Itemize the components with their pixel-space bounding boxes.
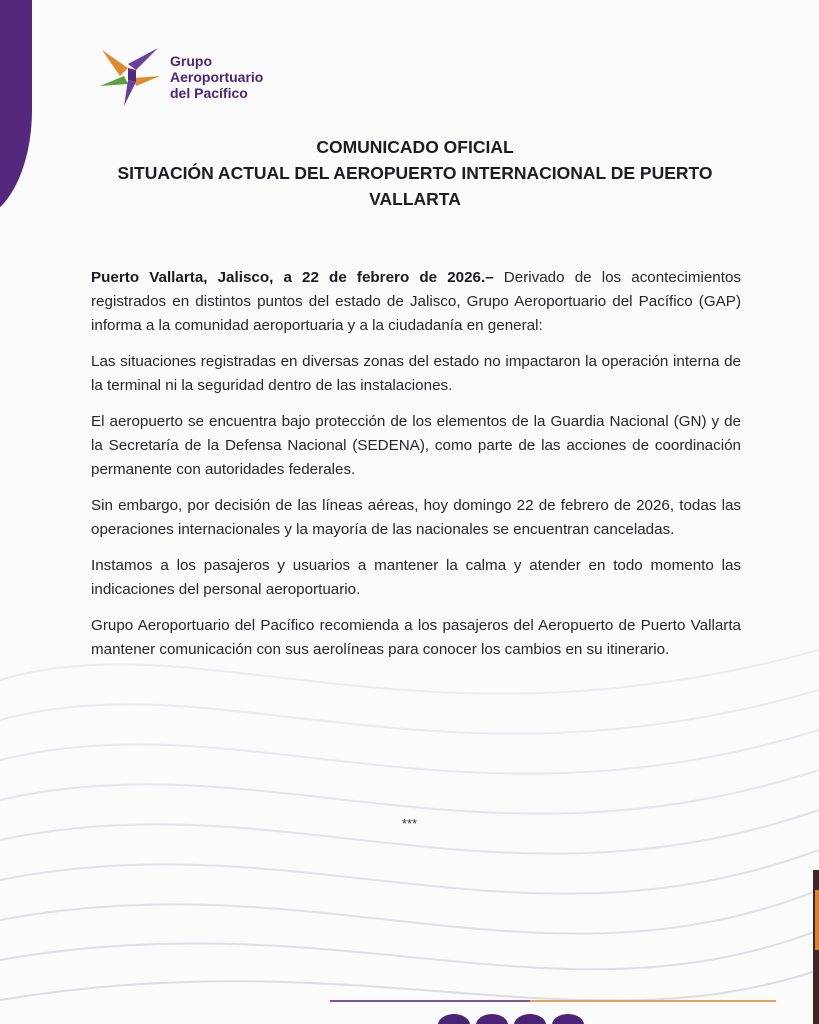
footer-divider-line	[330, 1000, 776, 1002]
document-subtitle-line-2: VALLARTA	[369, 189, 461, 209]
document-title: COMUNICADO OFICIAL	[316, 137, 514, 157]
footer-divider-purple	[330, 1000, 530, 1002]
closing-separator: ***	[401, 816, 418, 831]
footer-decoration-dots	[438, 1014, 584, 1024]
logo-line-2: Aeroportuario	[170, 69, 264, 85]
document-title-block	[70, 134, 760, 212]
paragraph-5: Instamos a los pasajeros y usuarios a mantener la calma y atender en todo momento las indicaciones del personal aeroportuario.	[91, 557, 741, 598]
paragraph-4: Sin embargo, por decisión de las líneas aéreas, hoy domingo 22 de febrero de 2026, todas las operaciones internacionales y la mayoría de las nacionales se encuentran canceladas.	[91, 497, 741, 538]
document-subtitle-line-1: SITUACIÓN ACTUAL DEL AEROPUERTO INTERNACIONAL DE PUERTO	[117, 163, 713, 183]
left-purple-accent-bar	[0, 0, 32, 220]
paragraph-6: Grupo Aeroportuario del Pacífico recomienda a los pasajeros del Aeropuerto de Puerto Vallarta mantener comunicación con sus aerolíneas para conocer los cambios en su itinerario.	[91, 617, 741, 658]
footer-divider-orange	[530, 1000, 776, 1002]
dateline: Puerto Vallarta, Jalisco, a 22 de febrero de 2026.–	[91, 269, 494, 286]
gap-logo	[98, 46, 263, 108]
footer-dot	[514, 1014, 546, 1024]
logo-line-3: del Pacífico	[170, 85, 248, 101]
footer-dot	[438, 1014, 470, 1024]
footer-dot	[476, 1014, 508, 1024]
logo-line-1: Grupo	[170, 53, 212, 69]
gap-star-logo-icon	[98, 46, 162, 108]
paragraph-3: El aeropuerto se encuentra bajo protección de los elementos de la Guardia Nacional (GN) y de la Secretaría de la Defensa Nacional (SEDENA), como parte de las acciones de coordinación permanente con autoridades federales.	[91, 413, 741, 478]
paragraph-1-text: Derivado de los acontecimientos registrados en distintos puntos del estado de Jalisco, Grupo Aeroportuario del Pacífico (GAP) informa a la comunidad aeroportuaria y a la ciudadanía en general:	[91, 269, 741, 334]
footer-dot	[552, 1014, 584, 1024]
right-edge-orange-strip	[815, 890, 819, 950]
document-body	[91, 266, 741, 674]
paragraph-1	[91, 266, 741, 338]
gap-logo-wordmark	[170, 53, 263, 101]
paragraph-2: Las situaciones registradas en diversas zonas del estado no impactaron la operación interna de la terminal ni la seguridad dentro de las instalaciones.	[91, 353, 741, 394]
